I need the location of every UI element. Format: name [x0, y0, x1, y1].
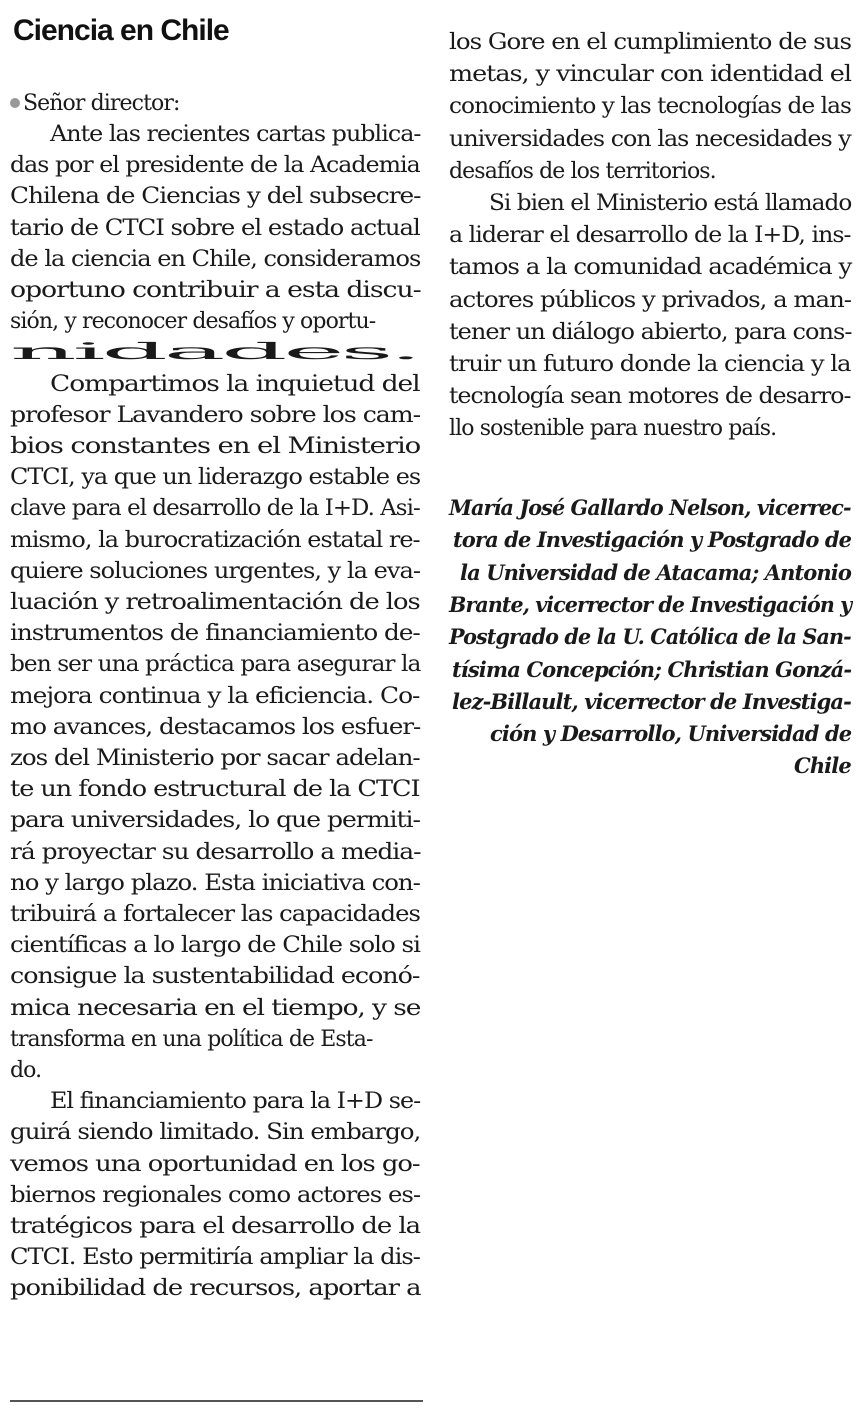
- body-text-line: tamos a la comunidad académica y: [449, 255, 852, 281]
- body-text-line: te un fondo estructural de la CTCI: [10, 777, 420, 803]
- body-text-line: sión, y reconocer desafíos y oportu-: [10, 309, 376, 335]
- signature-line: Postgrado de la U. Católica de la San-: [449, 624, 851, 650]
- bullet-icon: [10, 98, 20, 108]
- salutation-line: [10, 88, 180, 120]
- body-text-line: tener un diálogo abierto, para cons-: [449, 319, 852, 345]
- body-text-line: Si bien el Ministerio está llamado: [489, 191, 852, 216]
- body-text-line: El financiamiento para la I+D se-: [50, 1089, 421, 1115]
- body-text-line: para universidades, lo que permiti-: [10, 808, 420, 834]
- article-headline: Ciencia en Chile: [13, 14, 229, 47]
- body-text-line: mejora continua y la eficiencia. Co-: [10, 683, 420, 709]
- body-text-line: tribuirá a fortalecer las capacidades: [10, 902, 420, 927]
- body-text-line: mo avances, destacamos los esfuer-: [10, 714, 421, 740]
- bottom-divider: [10, 1400, 423, 1402]
- body-text-line: conocimiento y las tecnologías de las: [449, 94, 851, 120]
- signature-line: la Universidad de Atacama; Antonio: [460, 559, 851, 585]
- body-text-line: bios constantes en el Ministerio: [10, 434, 421, 459]
- body-text-line: científicas a lo largo de Chile solo si: [10, 933, 420, 959]
- signature-line: Chile: [794, 753, 851, 779]
- signature-line: tora de Investigación y Postgrado de: [453, 527, 852, 553]
- body-text-line: biernos regionales como actores es-: [10, 1182, 421, 1208]
- body-text-line: mismo, la burocratización estatal re-: [10, 527, 420, 553]
- body-text-line: quiere soluciones urgentes, y la eva-: [10, 558, 421, 584]
- body-text-line: CTCI, ya que un liderazgo estable es: [10, 465, 421, 491]
- signature-line: María José Gallardo Nelson, vicerrec-: [449, 495, 851, 520]
- body-text-line: das por el presidente de la Academia: [10, 153, 420, 179]
- body-text-line: rá proyectar su desarrollo a media-: [10, 839, 421, 865]
- body-text-line: tecnología sean motores de desarro-: [449, 384, 851, 410]
- signature-line: Brante, vicerrector de Investigación y: [449, 591, 852, 617]
- salutation: Señor director:: [23, 91, 180, 116]
- body-text-line: Chilena de Ciencias y del subsecre-: [10, 184, 421, 210]
- body-text-line: los Gore en el cumplimiento de sus: [449, 30, 852, 55]
- body-text-line: actores públicos y privados, a man-: [449, 287, 851, 313]
- body-text-line: tratégicos para el desarrollo de la: [10, 1214, 421, 1239]
- signature-line: tísima Concepción; Christian Gonzá-: [452, 656, 852, 682]
- body-text-line: Compartimos la inquietud del: [50, 371, 420, 397]
- body-text-line: CTCI. Esto permitiría ampliar la dis-: [10, 1245, 420, 1271]
- body-text-line: guirá siendo limitado. Sin embargo,: [10, 1120, 421, 1146]
- body-text-line: instrumentos de financiamiento de-: [10, 621, 420, 647]
- body-text-line: profesor Lavandero sobre los cam-: [10, 402, 421, 428]
- body-text-line: vemos una oportunidad en los go-: [10, 1151, 420, 1177]
- body-text-line: a liderar el desarrollo de la I+D, ins-: [449, 223, 851, 249]
- body-text-line: llo sostenible para nuestro país.: [449, 416, 777, 442]
- body-text-line: metas, y vincular con identidad el: [449, 62, 851, 88]
- body-text-line: truir un futuro donde la ciencia y la: [449, 352, 851, 377]
- body-text-line: consigue la sustentabilidad econó-: [10, 964, 420, 990]
- body-text-line: do.: [10, 1058, 42, 1083]
- body-text-line: oportuno contribuir a esta discu-: [10, 278, 421, 303]
- signature-line: ción y Desarrollo, Universidad de: [490, 721, 852, 747]
- body-text-line: ponibilidad de recursos, aportar a: [10, 1276, 421, 1302]
- body-text-line: tario de CTCI sobre el estado actual: [10, 215, 420, 241]
- body-text-line: luación y retroalimentación de los: [10, 590, 420, 615]
- body-text-line: universidades con las necesidades y: [449, 126, 851, 152]
- body-text-line: ben ser una práctica para asegurar la: [10, 652, 421, 678]
- signature-line: lez-Billault, vicerrector de Investiga-: [452, 688, 851, 714]
- body-text-line: desafíos de los territorios.: [449, 158, 716, 184]
- body-text-line: zos del Ministerio por sacar adelan-: [10, 746, 420, 771]
- body-text-line: no y largo plazo. Esta iniciativa con-: [10, 870, 420, 896]
- body-text-line: de la ciencia en Chile, consideramos: [10, 246, 421, 272]
- body-text-line: Ante las recientes cartas publica-: [50, 122, 421, 147]
- body-text-line: transforma en una política de Esta-: [10, 1026, 373, 1052]
- body-text-line: mica necesaria en el tiempo, y se: [10, 995, 421, 1021]
- body-text-line: nidades.: [10, 340, 419, 366]
- body-text-line: clave para el desarrollo de la I+D. Asi-: [10, 496, 420, 522]
